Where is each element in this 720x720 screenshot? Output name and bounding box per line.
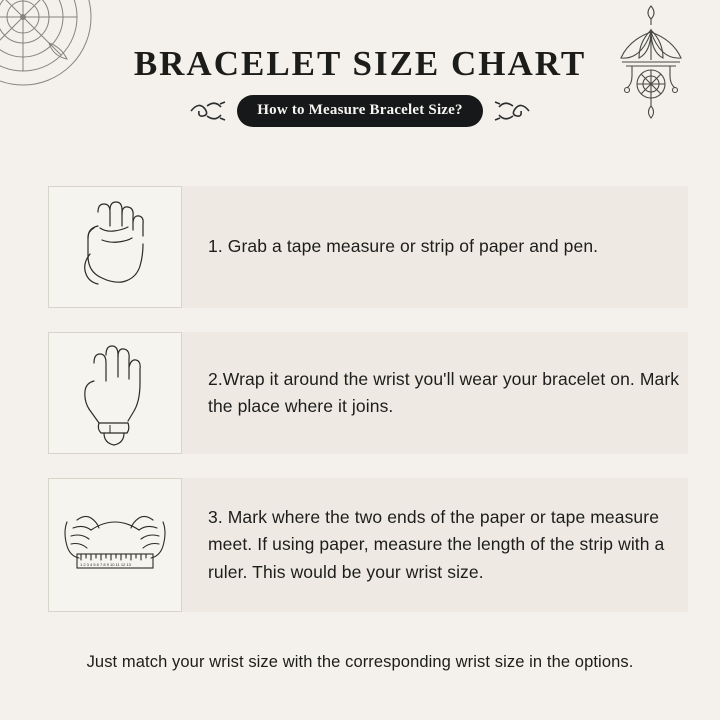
list-item xyxy=(0,186,720,308)
flourish-left-icon xyxy=(189,100,227,122)
page-header xyxy=(0,46,720,127)
step-2-illustration xyxy=(48,332,182,454)
step-3-illustration xyxy=(48,478,182,612)
step-1-illustration xyxy=(48,186,182,308)
flourish-right-icon xyxy=(493,100,531,122)
list-item xyxy=(0,478,720,612)
page-title: BRACELET SIZE CHART xyxy=(133,44,587,83)
svg-text:1 2 3 4 5 6 7 8 9 10 11 12 13: 1 2 3 4 5 6 7 8 9 10 11 12 13 xyxy=(80,562,131,567)
subtitle-row xyxy=(0,95,720,127)
steps-list xyxy=(0,186,720,636)
footer-note: Just match your wrist size with the corresponding wrist size in the options. xyxy=(86,653,634,671)
step-2-text: 2.Wrap it around the wrist you'll wear your bracelet on. Mark the place where it joins. xyxy=(208,368,680,416)
fist-hand-illustration-icon xyxy=(60,192,170,302)
list-item xyxy=(0,332,720,454)
subtitle-pill: How to Measure Bracelet Size? xyxy=(237,95,482,127)
hand-with-tape-around-wrist-illustration-icon xyxy=(60,337,170,449)
hands-measuring-strip-with-ruler-illustration-icon xyxy=(55,486,175,604)
step-1-text: 1. Grab a tape measure or strip of paper and pen. xyxy=(208,236,599,257)
step-3-text: 3. Mark where the two ends of the paper or tape measure meet. If using paper, measure the length of the strip with a ruler. This would be your wrist size. xyxy=(208,507,665,582)
